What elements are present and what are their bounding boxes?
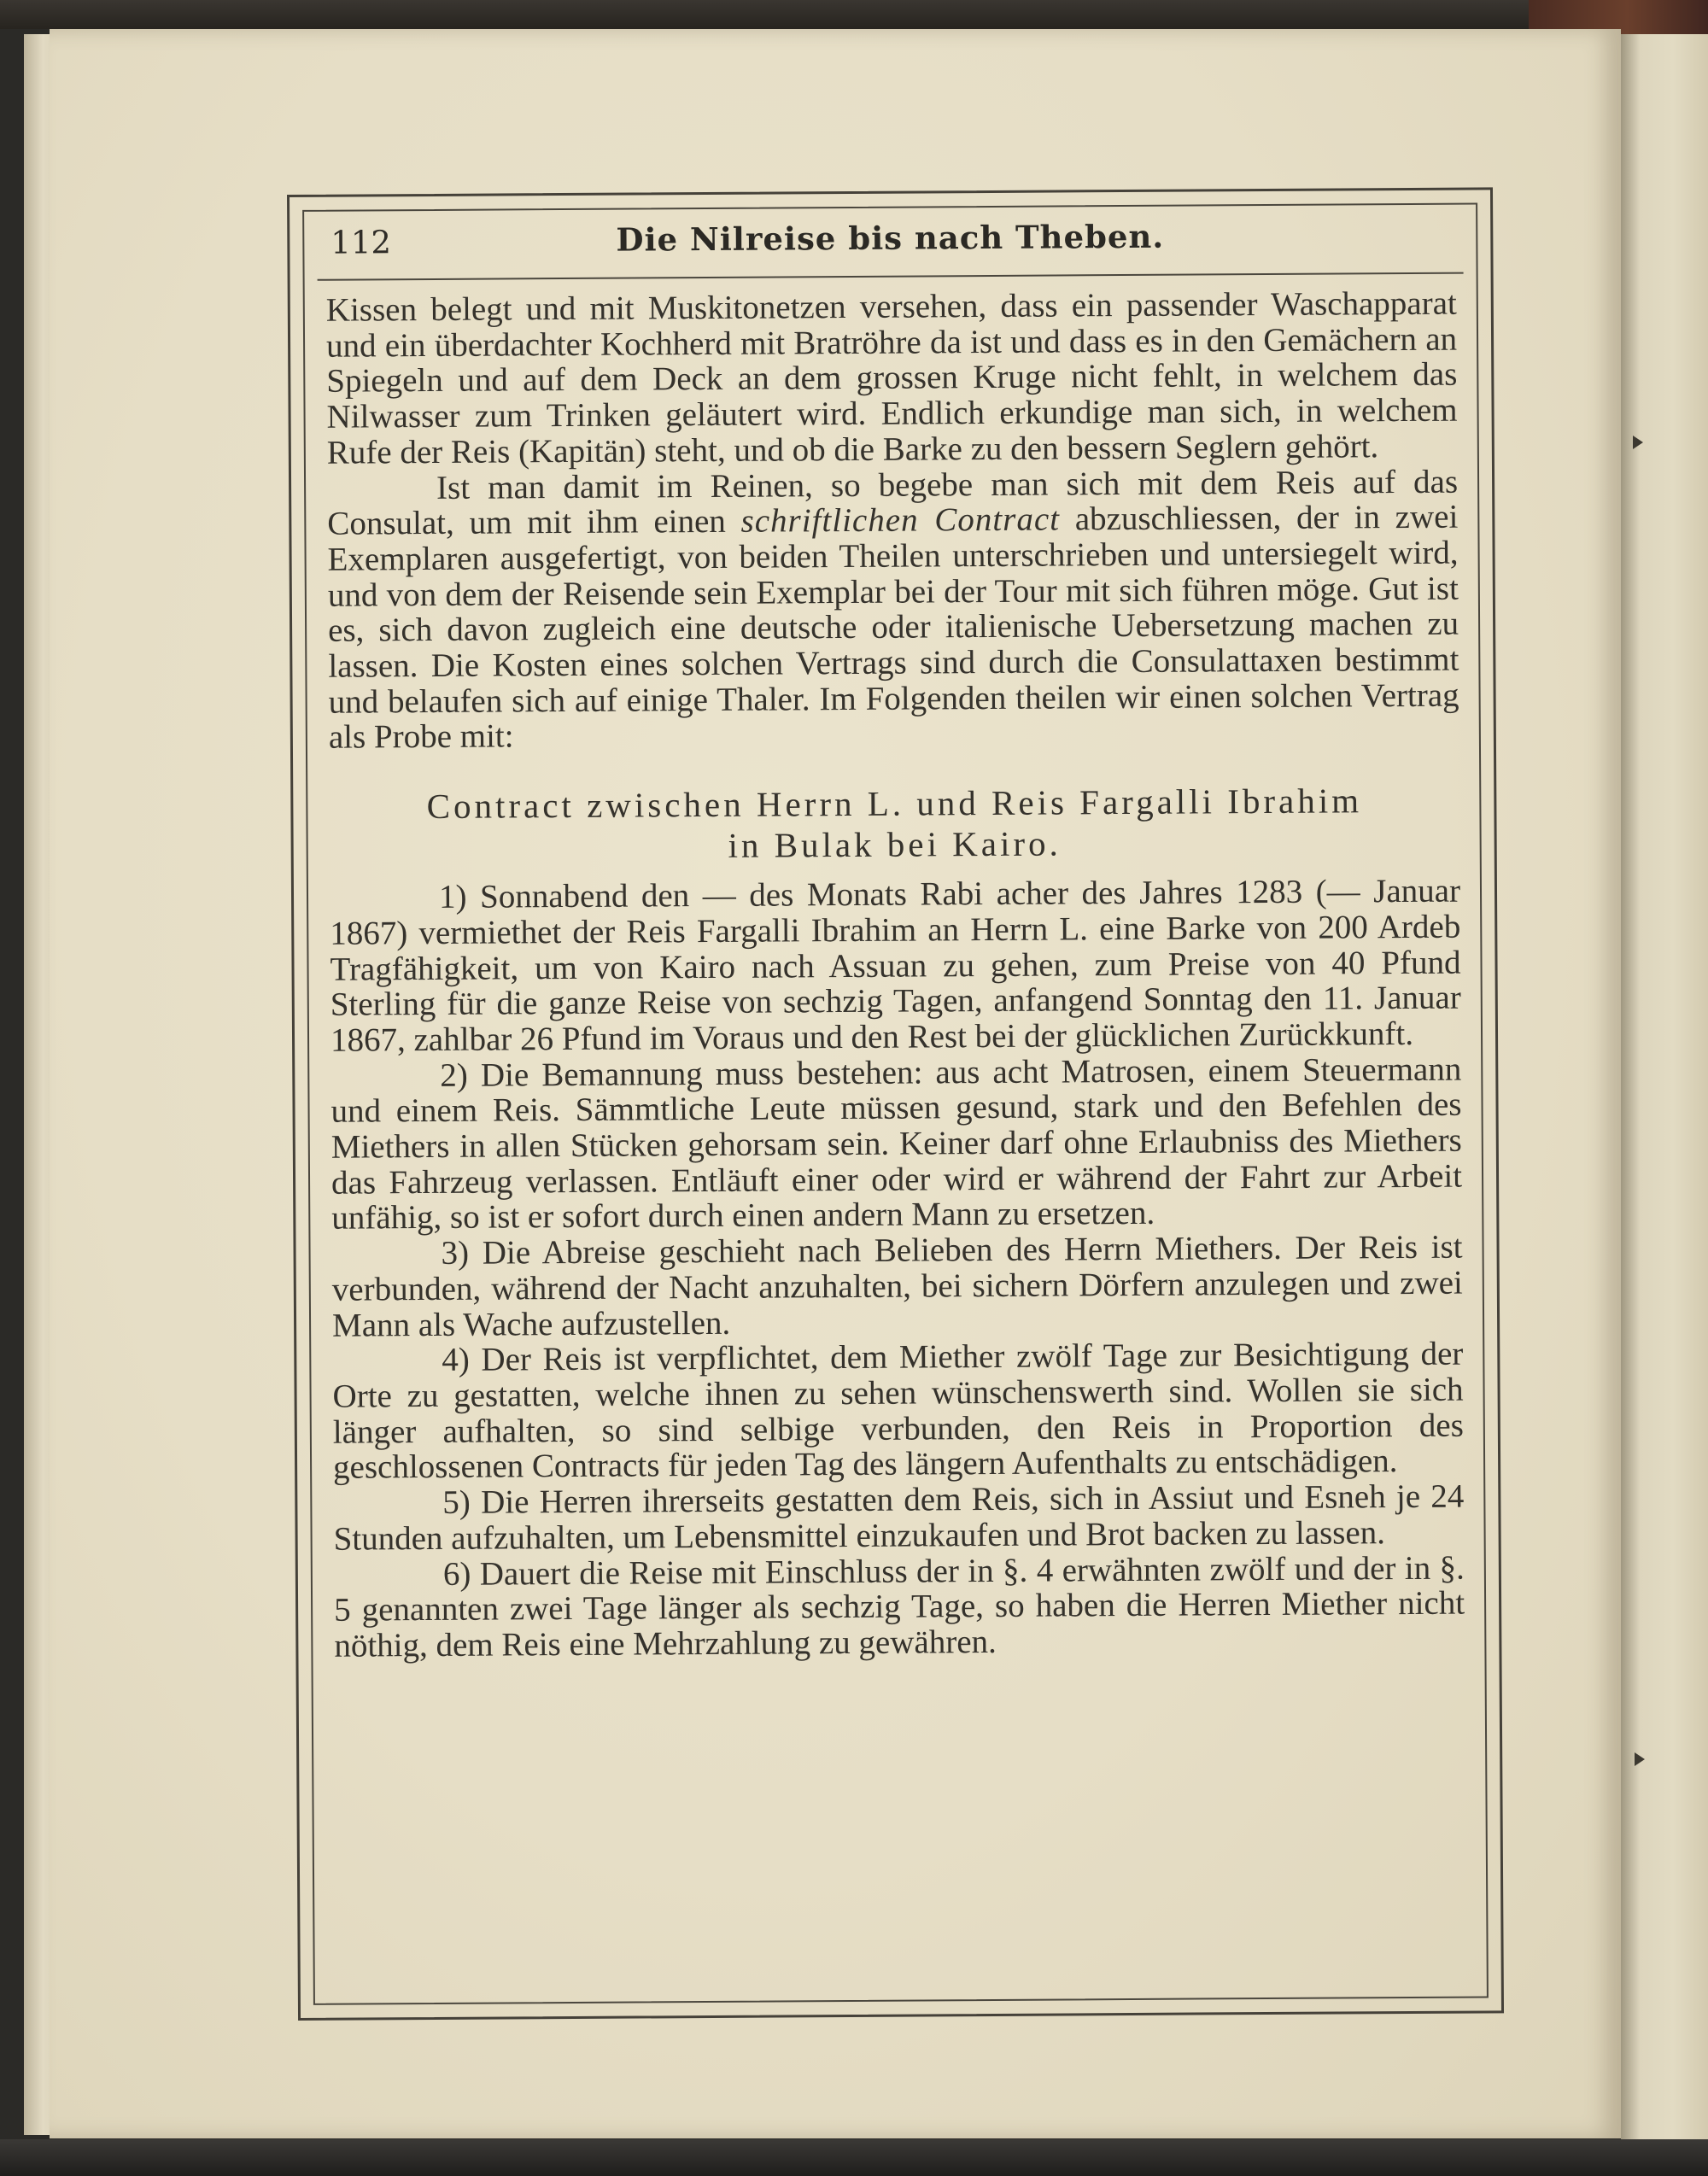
- page-header: [315, 216, 1465, 276]
- page-number: 112: [330, 224, 392, 261]
- page-marker-icon: [1633, 436, 1643, 449]
- book-cover-edge: [0, 2139, 1708, 2176]
- page-marker-icon: [1635, 1752, 1645, 1766]
- contract-clause-2: 2) Die Bemannung muss bestehen: aus acht Matrosen, einem Steuermann und einem Reis. Sämmtliche Leute müssen gesund, stark und den Befehlen des Miethers in allen Stücken gehorsam sein. Keiner darf ohne Erlaubniss des Miethers das Fahrzeug verlassen. Entläuft einer oder wird er während der Fahrt zur Arbeit unfähig, so ist er sofort durch einen andern Mann zu ersetzen.: [330, 1050, 1463, 1237]
- contract-clause-3: 3) Die Abreise geschieht nach Belieben des Herrn Miethers. Der Reis ist verbunden, während der Nacht anzuhalten, bei sichern Dörfern anzulegen und zwei Mann als Wache aufzustellen.: [331, 1228, 1463, 1344]
- adjacent-page-edge: [1621, 34, 1708, 2139]
- contract-clause-5: 5) Die Herren ihrerseits gestatten dem Reis, sich in Assiut und Esneh je 24 Stunden aufzuhalten, um Lebensmittel einzukaufen und Brot backen zu lassen.: [333, 1477, 1465, 1558]
- contract-title: [329, 780, 1460, 869]
- emphasis-text: schriftlichen Contract: [740, 500, 1061, 540]
- contract-title-line: in Bulak bei Kairo.: [728, 823, 1062, 865]
- contract-clause-6: 6) Dauert die Reise mit Einschluss der in §. 4 erwähnten zwölf und der in §. 5 genannten zwei Tage länger als sechzig Tage, so haben die Herren Miether nicht nöthig, dem Reis eine Mehrzahlung zu gewähren.: [333, 1549, 1465, 1664]
- contract-clause-1: 1) Sonnabend den — des Monats Rabi acher des Jahres 1283 (— Januar 1867) vermiethet der Reis Fargalli Ibrahim an Herrn L. eine Barke von 200 Ardeb Tragfähigkeit, um von Kairo nach Assuan zu gehen, zum Preise von 40 Pfund Sterling für die ganze Reise von sechzig Tagen, anfangend Sonntag den 11. Januar 1867, zahlbar 26 Pfund im Voraus und den Rest bei der glücklichen Zurückkunft.: [330, 872, 1461, 1059]
- scan-background-top: [0, 0, 1708, 29]
- running-head: Die Nilreise bis nach Theben.: [616, 217, 1165, 259]
- paragraph-text: abzuschliessen, der in zwei Exemplaren ausgefertigt, von beiden Theilen unterschrieben und untersiegelt wird, und von dem der Reisende sein Exemplar bei der Tour mit sich führen möge. Gut ist es, sich davon zugleich eine deutsche oder italienische Uebersetzung machen zu lassen. Die Kosten eines solchen Vertrags sind durch die Consulattaxen bestimmt und belaufen sich auf einige Thaler. Im Folgenden theilen wir einen solchen Vertrag als Probe mit:: [327, 498, 1459, 757]
- contract-clause-4: 4) Der Reis ist verpflichtet, dem Miether zwölf Tage zur Besichtigung der Orte zu gestatten, welche ihnen zu sehen wünschenswerth sind. Wollen sie sich länger aufhalten, so sind selbige verbunden, den Reis in Proportion des geschlossenen Contracts für jeden Tag des längern Aufenthalts zu entschädigen.: [332, 1335, 1464, 1487]
- contract-title-line: Contract zwischen Herrn L. und Reis Fargalli Ibrahim: [426, 781, 1363, 827]
- paragraph-text: Ist man damit im Reinen, so begebe man sich mit dem Reis auf das Consulat, um mit ihm einen: [327, 463, 1459, 542]
- paragraph-consulat: [327, 464, 1459, 756]
- page-left-edge: [24, 34, 51, 2135]
- page-body: [326, 286, 1465, 1664]
- page-border-frame: [287, 187, 1504, 2021]
- paragraph-continuation: Kissen belegt und mit Muskitonetzen versehen, dass ein passender Waschapparat und ein überdachter Kochherd mit Bratröhre da ist und dass es in den Gemächern an Spiegeln und auf dem Deck an dem grossen Kruge nicht fehlt, in welchem das Nilwasser zum Trinken geläutert wird. Endlich erkundige man sich, in welchem Rufe der Reis (Kapitän) steht, und ob die Barke zu den bessern Seglern gehört.: [325, 284, 1458, 471]
